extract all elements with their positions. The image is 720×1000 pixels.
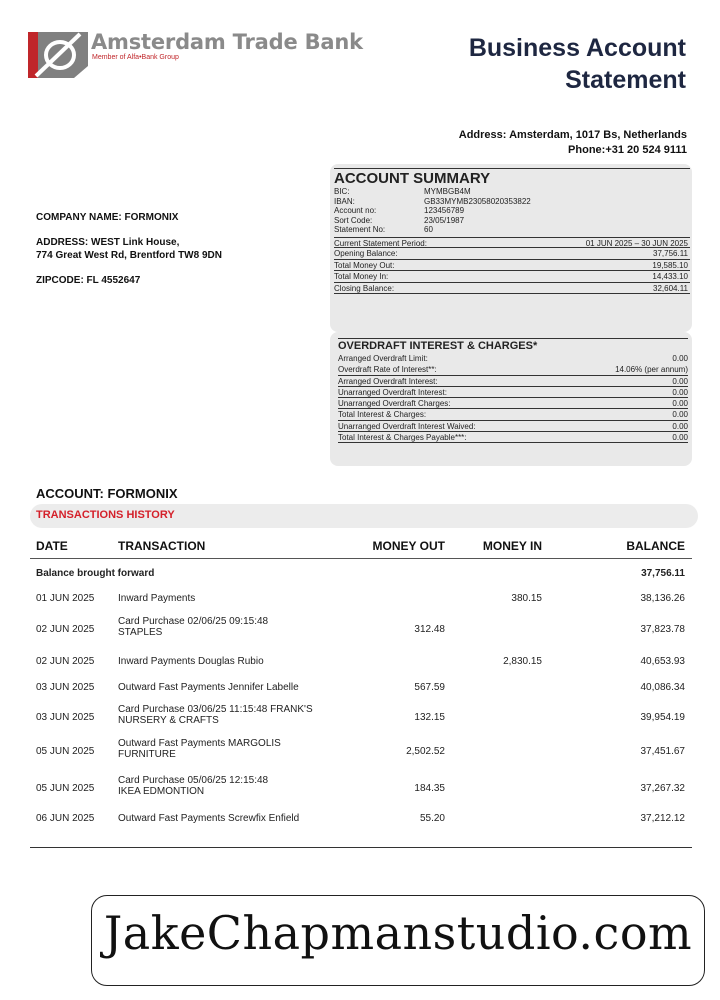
column-header-date: DATE bbox=[36, 539, 68, 553]
row-date: 05 JUN 2025 bbox=[36, 746, 95, 757]
column-header-balance: BALANCE bbox=[626, 539, 685, 553]
account-summary-panel bbox=[330, 164, 692, 332]
row-date: 05 JUN 2025 bbox=[36, 783, 95, 794]
summary-detail-value: GB33MYMB23058020353822 bbox=[424, 196, 531, 206]
account-label: ACCOUNT: FORMONIX bbox=[36, 486, 178, 501]
table-bottom-divider bbox=[30, 847, 692, 848]
summary-table-row bbox=[334, 237, 690, 249]
summary-table-row bbox=[334, 260, 690, 272]
row-date: 01 JUN 2025 bbox=[36, 593, 95, 604]
summary-row-label: Current Statement Period: bbox=[334, 238, 427, 248]
row-money-in: 380.15 bbox=[511, 593, 542, 604]
overdraft-row-label: Unarranged Overdraft Interest Waived: bbox=[338, 421, 476, 431]
overdraft-row-value: 14.06% (per annum) bbox=[615, 365, 688, 375]
row-date: 03 JUN 2025 bbox=[36, 682, 95, 693]
overdraft-row-label: Arranged Overdraft Interest: bbox=[338, 376, 438, 386]
summary-table-row bbox=[334, 283, 690, 295]
overdraft-row-value: 0.00 bbox=[672, 376, 688, 386]
overdraft-row bbox=[338, 364, 688, 375]
column-header-money-out: MONEY OUT bbox=[372, 539, 445, 553]
document-title: Business Account Statement bbox=[468, 34, 686, 94]
summary-detail-row bbox=[334, 225, 690, 235]
watermark-box bbox=[91, 895, 705, 986]
overdraft-row-label: Unarranged Overdraft Charges: bbox=[338, 399, 451, 409]
company-address-line1: ADDRESS: WEST Link House, bbox=[36, 237, 180, 248]
overdraft-row-label: Total Interest & Charges: bbox=[338, 410, 427, 420]
row-money-out: 567.59 bbox=[414, 682, 445, 693]
company-address-line2: 774 Great West Rd, Brentford TW8 9DN bbox=[36, 250, 222, 261]
row-balance: 37,212.12 bbox=[640, 813, 685, 824]
summary-row-label: Closing Balance: bbox=[334, 283, 395, 293]
summary-detail-label: Sort Code: bbox=[334, 215, 373, 225]
overdraft-row-value: 0.00 bbox=[672, 387, 688, 397]
overdraft-title: OVERDRAFT INTEREST & CHARGES* bbox=[338, 338, 688, 353]
brought-forward-label: Balance brought forward bbox=[36, 568, 155, 579]
row-balance: 40,086.34 bbox=[640, 682, 685, 693]
row-balance: 37,267.32 bbox=[640, 783, 685, 794]
overdraft-row bbox=[338, 409, 688, 420]
company-zipcode: ZIPCODE: FL 4552647 bbox=[36, 275, 141, 286]
summary-row-value: 19,585.10 bbox=[652, 260, 688, 270]
row-date: 02 JUN 2025 bbox=[36, 656, 95, 667]
overdraft-row-label: Overdraft Rate of Interest**: bbox=[338, 365, 437, 375]
row-description: Card Purchase 03/06/25 11:15:48 FRANK'S NURSERY & CRAFTS bbox=[118, 704, 313, 726]
row-money-out: 184.35 bbox=[414, 783, 445, 794]
overdraft-row-value: 0.00 bbox=[672, 410, 688, 420]
row-description: Outward Fast Payments MARGOLIS FURNITURE bbox=[118, 738, 281, 760]
overdraft-row bbox=[338, 432, 688, 443]
company-details bbox=[36, 211, 316, 287]
summary-row-label: Opening Balance: bbox=[334, 249, 398, 258]
brought-forward-balance: 37,756.11 bbox=[641, 568, 685, 579]
row-date: 03 JUN 2025 bbox=[36, 712, 95, 723]
summary-row-value: 32,604.11 bbox=[653, 283, 688, 293]
overdraft-row-label: Arranged Overdraft Limit: bbox=[338, 354, 428, 363]
bank-contact bbox=[367, 128, 687, 158]
overdraft-row-label: Unarranged Overdraft Interest: bbox=[338, 387, 447, 397]
header-divider bbox=[30, 558, 692, 559]
row-balance: 39,954.19 bbox=[640, 712, 685, 723]
row-balance: 40,653.93 bbox=[640, 656, 685, 667]
summary-row-value: 37,756.11 bbox=[653, 249, 688, 258]
summary-detail-value: 23/05/1987 bbox=[424, 215, 465, 225]
transactions-section-title: TRANSACTIONS HISTORY bbox=[36, 509, 175, 521]
overdraft-row bbox=[338, 398, 688, 409]
overdraft-row bbox=[338, 421, 688, 432]
summary-detail-row bbox=[334, 216, 690, 226]
overdraft-row-value: 0.00 bbox=[672, 433, 688, 443]
overdraft-row-value: 0.00 bbox=[672, 354, 688, 363]
row-money-out: 132.15 bbox=[414, 712, 445, 723]
summary-detail-row bbox=[334, 197, 690, 207]
bank-logo-icon bbox=[28, 32, 88, 78]
row-money-out: 312.48 bbox=[414, 624, 445, 635]
company-name: COMPANY NAME: FORMONIX bbox=[36, 212, 179, 223]
bank-address: Address: Amsterdam, 1017 Bs, Netherlands bbox=[458, 129, 687, 141]
bank-subtitle: Member of Alfa•Bank Group bbox=[92, 54, 179, 61]
overdraft-row bbox=[338, 387, 688, 398]
bank-name: Amsterdam Trade Bank bbox=[91, 30, 363, 54]
row-balance: 38,136.26 bbox=[640, 593, 685, 604]
transactions-section-header bbox=[30, 504, 698, 528]
overdraft-row-label: Total Interest & Charges Payable***: bbox=[338, 433, 467, 443]
summary-row-label: Total Money In: bbox=[334, 272, 389, 281]
summary-detail-label: Account no: bbox=[334, 206, 377, 215]
summary-table-row bbox=[334, 248, 690, 260]
summary-row-label: Total Money Out: bbox=[334, 260, 395, 270]
row-money-in: 2,830.15 bbox=[503, 656, 542, 667]
summary-row-value: 01 JUN 2025 – 30 JUN 2025 bbox=[585, 238, 688, 248]
summary-table-row bbox=[334, 271, 690, 283]
row-description: Card Purchase 05/06/25 12:15:48 IKEA EDMONTION bbox=[118, 775, 269, 797]
summary-detail-value: 123456789 bbox=[424, 206, 465, 215]
row-balance: 37,451.67 bbox=[640, 746, 685, 757]
overdraft-row bbox=[338, 376, 688, 387]
overdraft-row bbox=[338, 353, 688, 364]
overdraft-panel bbox=[330, 332, 692, 466]
account-summary-title: ACCOUNT SUMMARY bbox=[334, 168, 690, 187]
row-description: Outward Fast Payments Screwfix Enfield bbox=[118, 813, 300, 824]
summary-detail-label: IBAN: bbox=[334, 196, 355, 206]
row-date: 02 JUN 2025 bbox=[36, 624, 95, 635]
summary-detail-value: MYMBGB4M bbox=[424, 187, 471, 196]
column-header-money-in: MONEY IN bbox=[482, 539, 542, 553]
summary-detail-row bbox=[334, 187, 690, 197]
column-header-transaction: TRANSACTION bbox=[118, 539, 206, 553]
row-description: Outward Fast Payments Jennifer Labelle bbox=[118, 682, 299, 693]
overdraft-row-value: 0.00 bbox=[672, 421, 688, 431]
row-description: Card Purchase 02/06/25 09:15:48 STAPLES bbox=[118, 616, 269, 638]
row-balance: 37,823.78 bbox=[640, 624, 685, 635]
row-money-out: 55.20 bbox=[419, 813, 445, 824]
overdraft-row-value: 0.00 bbox=[672, 399, 688, 409]
row-description: Inward Payments bbox=[118, 593, 196, 604]
row-money-out: 2,502.52 bbox=[406, 746, 445, 757]
bank-phone: Phone:+31 20 524 9111 bbox=[568, 144, 687, 156]
summary-detail-value: 60 bbox=[424, 225, 433, 234]
row-date: 06 JUN 2025 bbox=[36, 813, 95, 824]
watermark-text: JakeChapmanstudio.com bbox=[103, 906, 693, 960]
summary-detail-row bbox=[334, 206, 690, 216]
summary-row-value: 14,433.10 bbox=[652, 272, 688, 281]
row-description: Inward Payments Douglas Rubio bbox=[118, 656, 264, 667]
summary-detail-label: BIC: bbox=[334, 187, 350, 196]
summary-detail-label: Statement No: bbox=[334, 225, 386, 234]
